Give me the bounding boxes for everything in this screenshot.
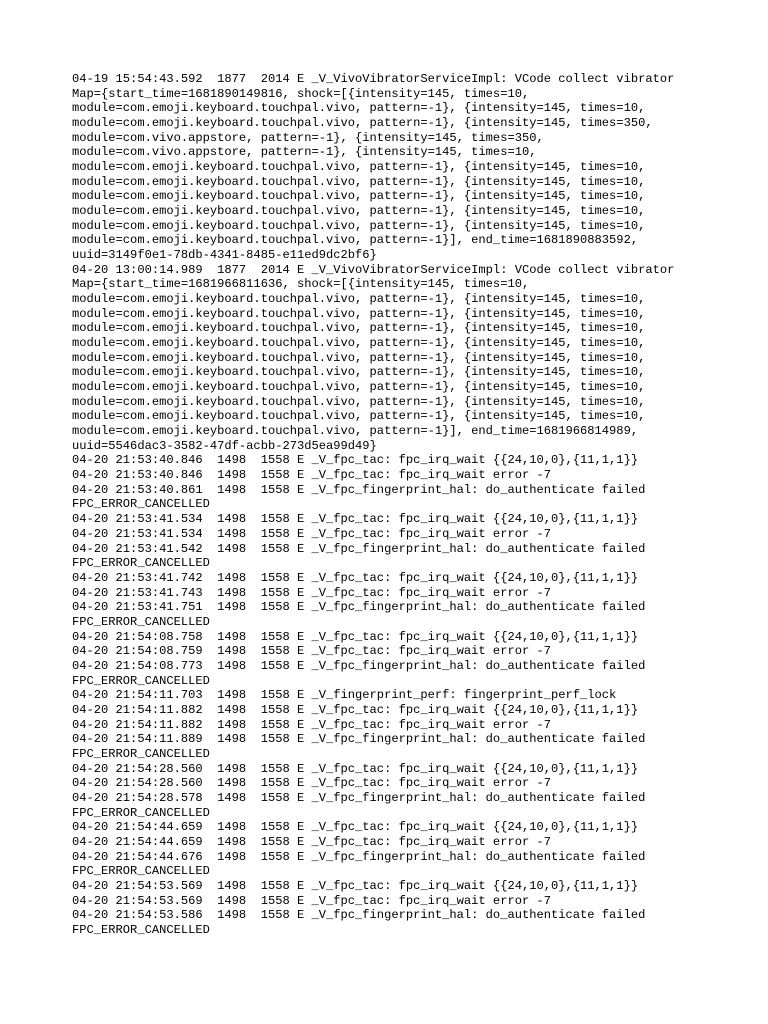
log-line: FPC_ERROR_CANCELLED: [72, 746, 210, 761]
log-line: module=com.emoji.keyboard.touchpal.vivo, pattern=-1}, {intensity=145, times=350,: [72, 116, 653, 131]
log-line: 04-20 21:54:08.773 1498 1558 E _V_fpc_fingerprint_hal: do_authenticate failed: [72, 658, 646, 673]
log-line: Map={start_time=1681966811636, shock=[{intensity=145, times=10,: [72, 277, 530, 292]
log-line: 04-20 21:53:41.743 1498 1558 E _V_fpc_tac: fpc_irq_wait error -7: [72, 585, 551, 600]
log-line: module=com.emoji.keyboard.touchpal.vivo, pattern=-1}, {intensity=145, times=10,: [72, 350, 646, 365]
log-line: module=com.vivo.appstore, pattern=-1}, {intensity=145, times=350,: [72, 130, 544, 145]
log-line: 04-20 21:53:41.742 1498 1558 E _V_fpc_tac: fpc_irq_wait {{24,10,0},{11,1,1}}: [72, 570, 639, 585]
log-lines: [72, 72, 752, 938]
log-line: module=com.emoji.keyboard.touchpal.vivo, pattern=-1}, {intensity=145, times=10,: [72, 160, 646, 175]
log-line: 04-20 21:54:11.882 1498 1558 E _V_fpc_tac: fpc_irq_wait error -7: [72, 717, 551, 732]
log-line: 04-20 21:53:40.846 1498 1558 E _V_fpc_tac: fpc_irq_wait {{24,10,0},{11,1,1}}: [72, 453, 639, 468]
log-line: 04-20 21:54:28.578 1498 1558 E _V_fpc_fingerprint_hal: do_authenticate failed: [72, 790, 646, 805]
log-line: module=com.emoji.keyboard.touchpal.vivo, pattern=-1}, {intensity=145, times=10,: [72, 204, 646, 219]
log-line: FPC_ERROR_CANCELLED: [72, 614, 210, 629]
log-line: module=com.emoji.keyboard.touchpal.vivo, pattern=-1}], end_time=1681966814989,: [72, 424, 639, 439]
log-line: module=com.emoji.keyboard.touchpal.vivo, pattern=-1}, {intensity=145, times=10,: [72, 306, 646, 321]
log-line: module=com.emoji.keyboard.touchpal.vivo, pattern=-1}, {intensity=145, times=10,: [72, 101, 646, 116]
log-line: module=com.emoji.keyboard.touchpal.vivo, pattern=-1}, {intensity=145, times=10,: [72, 394, 646, 409]
log-line: module=com.emoji.keyboard.touchpal.vivo, pattern=-1}], end_time=1681890883592,: [72, 233, 639, 248]
log-line: 04-20 21:53:41.534 1498 1558 E _V_fpc_tac: fpc_irq_wait {{24,10,0},{11,1,1}}: [72, 512, 639, 527]
log-line: 04-20 21:53:40.846 1498 1558 E _V_fpc_tac: fpc_irq_wait error -7: [72, 468, 551, 483]
log-document-page: [72, 72, 752, 938]
log-line: 04-20 21:54:11.882 1498 1558 E _V_fpc_tac: fpc_irq_wait {{24,10,0},{11,1,1}}: [72, 702, 639, 717]
log-line: 04-20 21:53:41.542 1498 1558 E _V_fpc_fingerprint_hal: do_authenticate failed: [72, 541, 646, 556]
log-line: FPC_ERROR_CANCELLED: [72, 805, 210, 820]
log-line: module=com.emoji.keyboard.touchpal.vivo, pattern=-1}, {intensity=145, times=10,: [72, 174, 646, 189]
log-line: module=com.emoji.keyboard.touchpal.vivo, pattern=-1}, {intensity=145, times=10,: [72, 321, 646, 336]
log-line: 04-20 21:54:11.703 1498 1558 E _V_fingerprint_perf: fingerprint_perf_lock: [72, 688, 617, 703]
log-line: 04-20 21:54:53.569 1498 1558 E _V_fpc_tac: fpc_irq_wait error -7: [72, 893, 551, 908]
log-line: module=com.emoji.keyboard.touchpal.vivo, pattern=-1}, {intensity=145, times=10,: [72, 336, 646, 351]
log-line: 04-20 21:54:44.676 1498 1558 E _V_fpc_fingerprint_hal: do_authenticate failed: [72, 849, 646, 864]
log-line: 04-20 21:54:53.586 1498 1558 E _V_fpc_fingerprint_hal: do_authenticate failed: [72, 908, 646, 923]
log-line: module=com.emoji.keyboard.touchpal.vivo, pattern=-1}, {intensity=145, times=10,: [72, 218, 646, 233]
log-line: FPC_ERROR_CANCELLED: [72, 556, 210, 571]
log-line: 04-19 15:54:43.592 1877 2014 E _V_VivoVibratorServiceImpl: VCode collect vibrator: [72, 72, 675, 86]
log-line: module=com.vivo.appstore, pattern=-1}, {intensity=145, times=10,: [72, 145, 537, 160]
log-line: FPC_ERROR_CANCELLED: [72, 497, 210, 512]
log-line: Map={start_time=1681890149816, shock=[{intensity=145, times=10,: [72, 86, 530, 101]
log-line: module=com.emoji.keyboard.touchpal.vivo, pattern=-1}, {intensity=145, times=10,: [72, 189, 646, 204]
log-line: uuid=3149f0e1-78db-4341-8485-e11ed9dc2bf6}: [72, 248, 377, 263]
log-line: 04-20 21:54:28.560 1498 1558 E _V_fpc_tac: fpc_irq_wait {{24,10,0},{11,1,1}}: [72, 761, 639, 776]
log-line: 04-20 21:54:44.659 1498 1558 E _V_fpc_tac: fpc_irq_wait error -7: [72, 834, 551, 849]
log-line: 04-20 21:54:28.560 1498 1558 E _V_fpc_tac: fpc_irq_wait error -7: [72, 776, 551, 791]
log-line: 04-20 21:54:08.758 1498 1558 E _V_fpc_tac: fpc_irq_wait {{24,10,0},{11,1,1}}: [72, 629, 639, 644]
log-line: uuid=5546dac3-3582-47df-acbb-273d5ea99d49}: [72, 438, 377, 453]
log-line: module=com.emoji.keyboard.touchpal.vivo, pattern=-1}, {intensity=145, times=10,: [72, 409, 646, 424]
log-line: 04-20 21:53:41.534 1498 1558 E _V_fpc_tac: fpc_irq_wait error -7: [72, 526, 551, 541]
log-line: 04-20 21:54:53.569 1498 1558 E _V_fpc_tac: fpc_irq_wait {{24,10,0},{11,1,1}}: [72, 878, 639, 893]
log-line: 04-20 21:53:40.861 1498 1558 E _V_fpc_fingerprint_hal: do_authenticate failed: [72, 482, 646, 497]
log-line: module=com.emoji.keyboard.touchpal.vivo, pattern=-1}, {intensity=145, times=10,: [72, 380, 646, 395]
log-line: 04-20 21:53:41.751 1498 1558 E _V_fpc_fingerprint_hal: do_authenticate failed: [72, 600, 646, 615]
log-line: 04-20 21:54:44.659 1498 1558 E _V_fpc_tac: fpc_irq_wait {{24,10,0},{11,1,1}}: [72, 820, 639, 835]
log-line: FPC_ERROR_CANCELLED: [72, 673, 210, 688]
log-line: 04-20 21:54:11.889 1498 1558 E _V_fpc_fingerprint_hal: do_authenticate failed: [72, 732, 646, 747]
log-line: 04-20 13:00:14.989 1877 2014 E _V_VivoVibratorServiceImpl: VCode collect vibrator: [72, 262, 675, 277]
log-line: module=com.emoji.keyboard.touchpal.vivo, pattern=-1}, {intensity=145, times=10,: [72, 292, 646, 307]
log-line: module=com.emoji.keyboard.touchpal.vivo, pattern=-1}, {intensity=145, times=10,: [72, 365, 646, 380]
log-line: FPC_ERROR_CANCELLED: [72, 922, 210, 937]
log-line: 04-20 21:54:08.759 1498 1558 E _V_fpc_tac: fpc_irq_wait error -7: [72, 644, 551, 659]
log-line: FPC_ERROR_CANCELLED: [72, 864, 210, 879]
